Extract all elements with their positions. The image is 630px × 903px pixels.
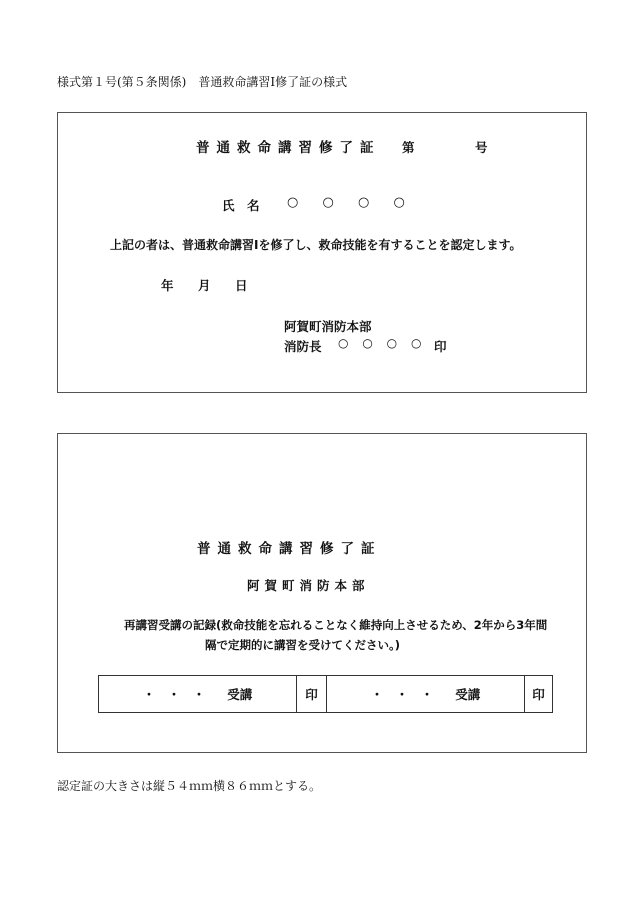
date-dots: ・ ・ ・ [142, 687, 206, 702]
date-year: 年 [161, 278, 174, 293]
certificate-title-back: 普通救命講習修了証 [197, 541, 382, 557]
number-prefix: 第 [402, 140, 415, 155]
date-dots: ・ ・ ・ [370, 687, 434, 702]
name-circle: ○ [393, 195, 405, 210]
record-note-line1: 再講習受講の記録(救命技能を忘れることなく維持向上させるため、2年から3年間 [124, 618, 548, 632]
form-heading: 様式第１号(第５条関係) 普通救命講習Ⅰ修了証の様式 [57, 75, 348, 89]
name-placeholder [287, 195, 425, 210]
size-note: 認定証の大きさは縦５４ｍｍ横８６ｍｍとする。 [57, 779, 322, 793]
seal-mark: 印 [434, 339, 447, 354]
record-seal-cell [297, 676, 327, 712]
received-label: 受講 [227, 687, 253, 702]
certificate-title: 普通救命講習修了証 [196, 140, 381, 156]
issuer-name: 阿賀町消防本部 [284, 319, 372, 334]
name-label: 氏 名 [222, 198, 260, 213]
chief-name-placeholder [338, 336, 431, 350]
chief-circle: ○ [386, 336, 398, 350]
seal-label: 印 [532, 687, 545, 702]
seal-label: 印 [305, 687, 318, 702]
name-circle: ○ [357, 195, 370, 210]
record-note-line2: 隔で定期的に講習を受けてください。) [205, 638, 401, 652]
certify-text: 上記の者は、普通救命講習Ⅰを修了し、救命技能を有することを認定します。 [110, 238, 522, 252]
certificate-back [57, 433, 587, 753]
retraining-record-table [98, 675, 553, 713]
record-seal-cell [525, 676, 552, 712]
issuer-name-back: 阿賀町消防本部 [247, 578, 370, 593]
date-month: 月 [198, 278, 211, 293]
certificate-front [57, 112, 587, 393]
number-suffix: 号 [475, 140, 488, 155]
date-day: 日 [235, 278, 248, 293]
chief-label: 消防長 [284, 339, 322, 354]
name-circle: ○ [322, 195, 334, 210]
record-date-cell [327, 676, 525, 712]
received-label: 受講 [455, 687, 481, 702]
record-date-cell [99, 676, 297, 712]
chief-circle: ○ [410, 336, 422, 350]
chief-circle: ○ [362, 336, 373, 350]
name-circle: ○ [287, 195, 299, 210]
chief-circle: ○ [338, 336, 349, 350]
